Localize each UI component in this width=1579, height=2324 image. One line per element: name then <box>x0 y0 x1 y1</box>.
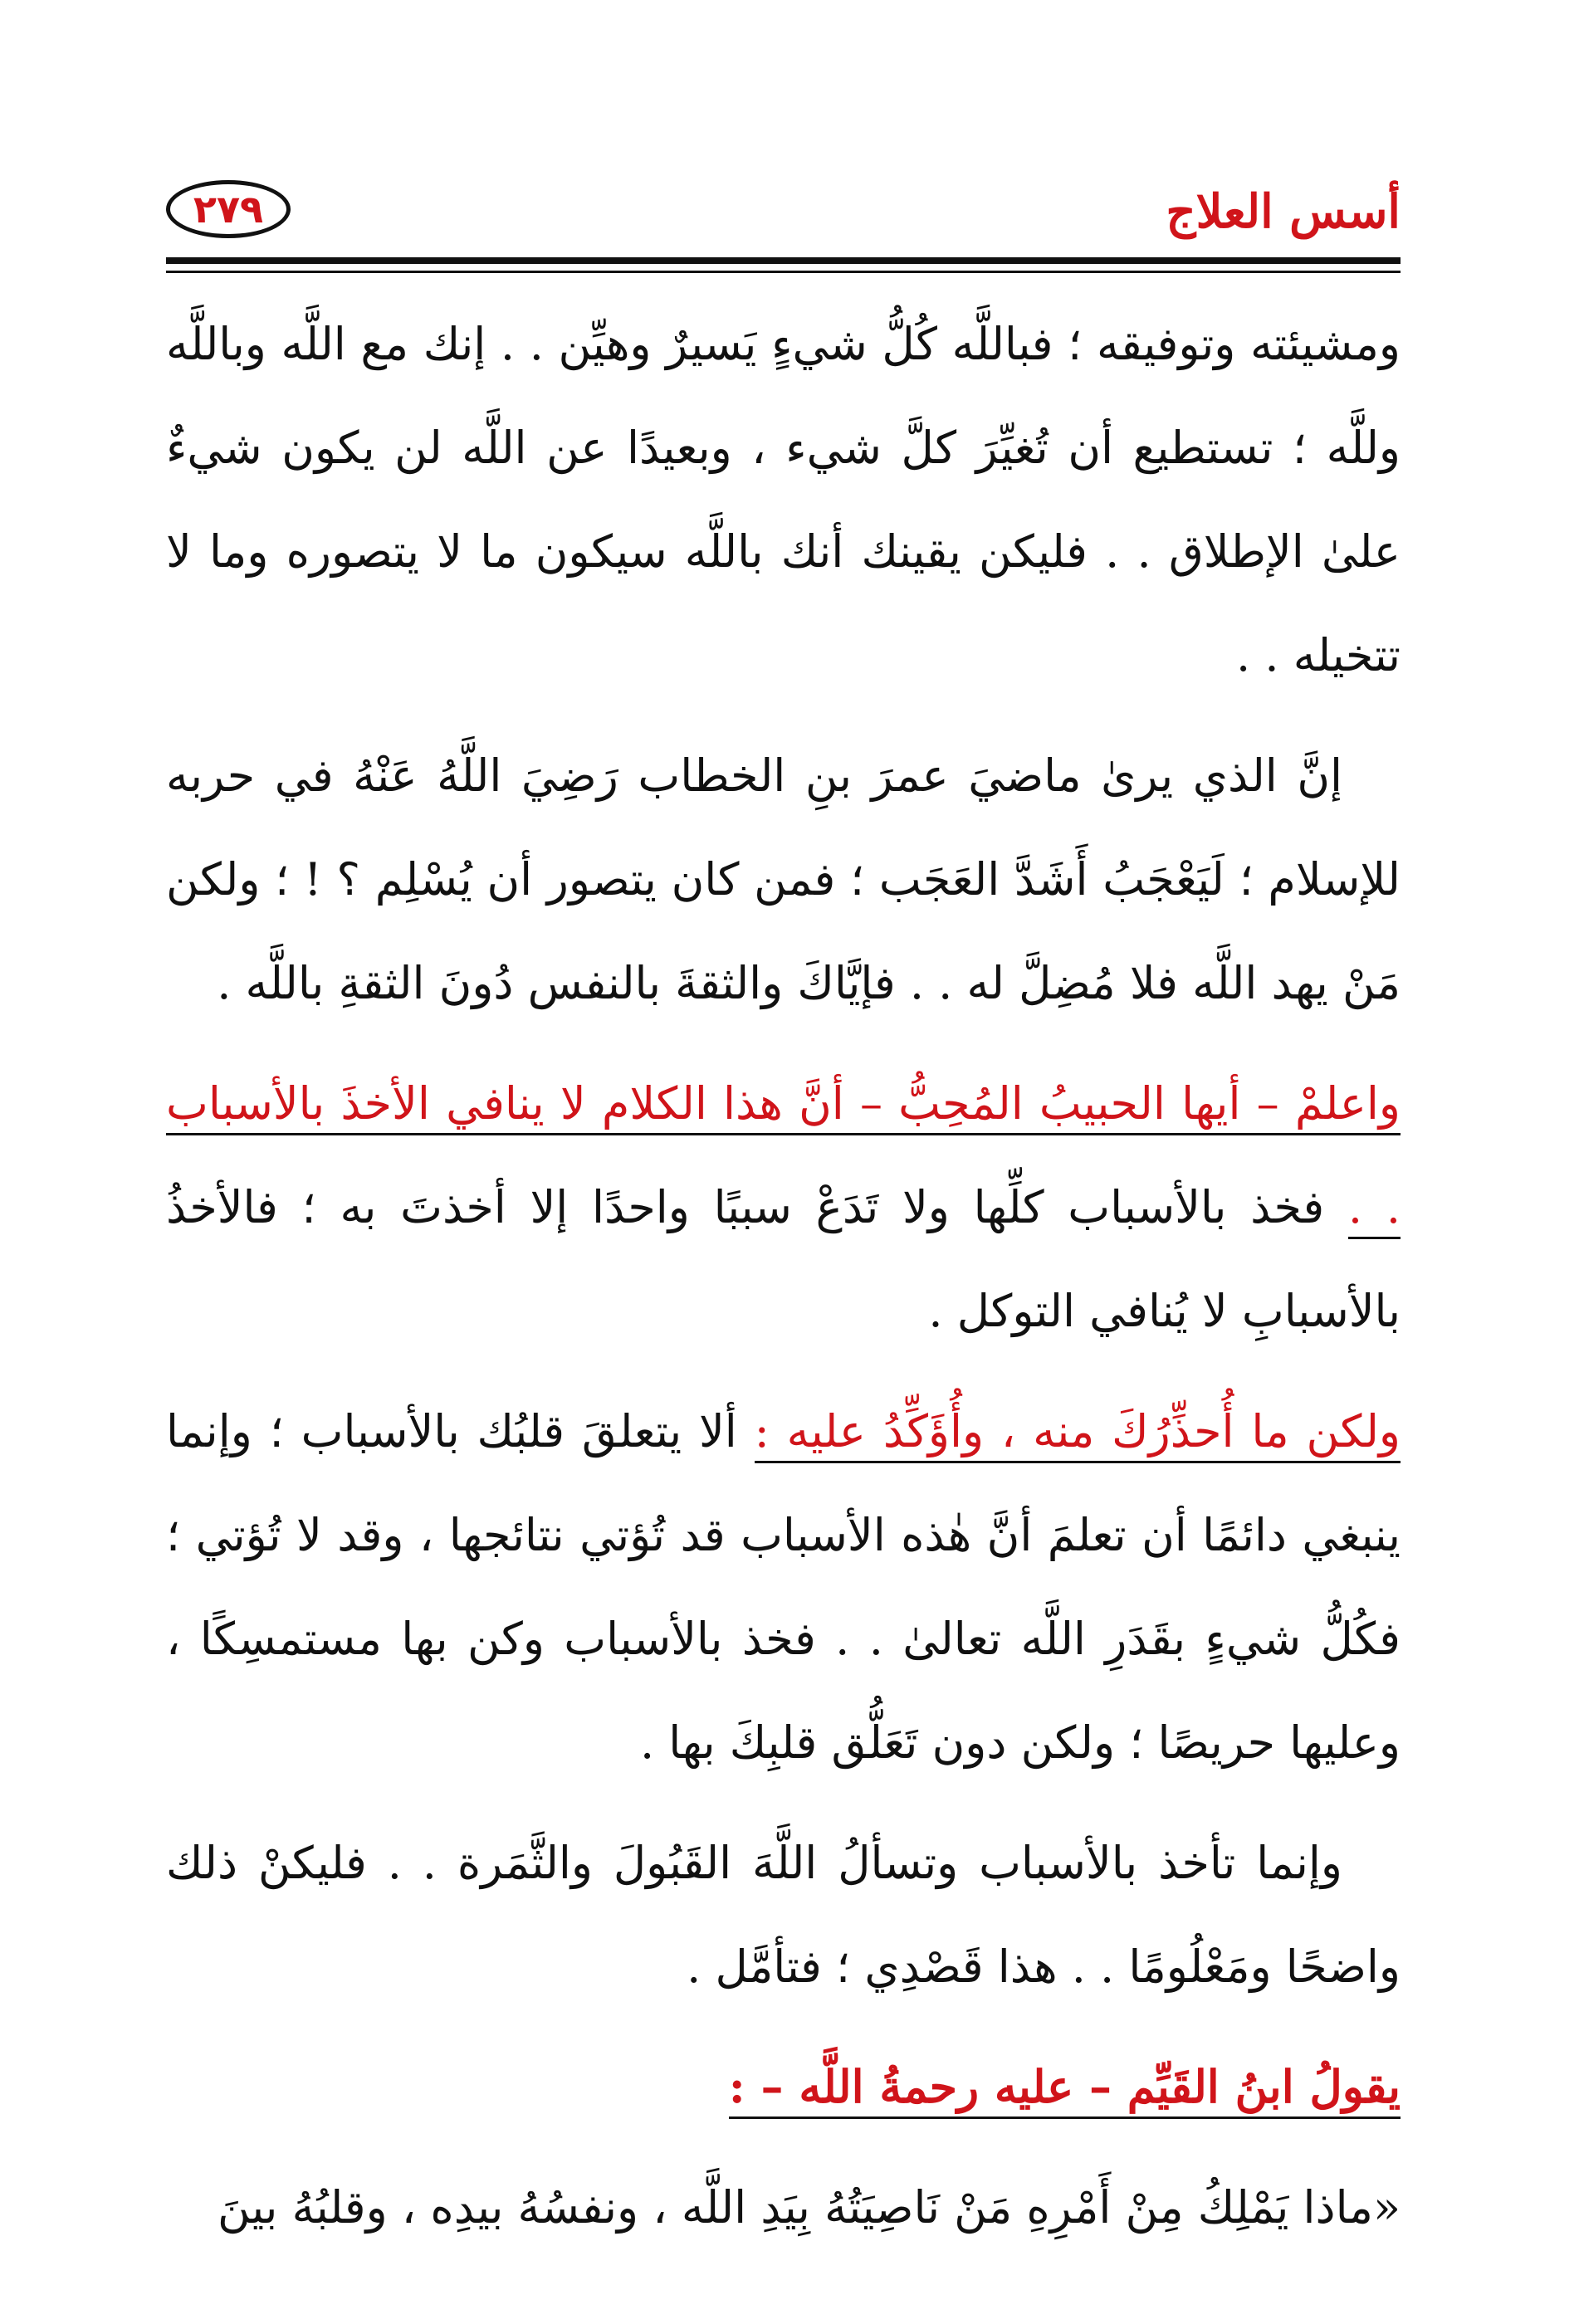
page-header <box>166 170 1401 257</box>
highlight-red-text: ولكن ما أُحذِّرُكَ منه ، وأُؤَكِّدُ عليه : <box>755 1405 1401 1463</box>
paragraph-6: «ماذا يَمْلِكُ مِنْ أَمْرِهِ مَنْ نَاصِيَتُهُ بِيَدِ اللَّه ، ونفسُهُ بيدِه ، وقلبُهُ بينَ <box>218 2181 1401 2234</box>
paragraph-1: ومشيئته وتوفيقه ؛ فباللَّه كُلُّ شيءٍ يَسيرٌ وهيِّن . . إنك مع اللَّه وباللَّه وللَّه ؛ تستطيع أن تُغيِّرَ كلَّ شيء ، وبعيدًا عن اللَّه لن يكون شيءٌ علىٰ الإطلاق . . فليكن يقينك أنك باللَّه سيكون ما لا يتصوره وما لا تتخيله . . <box>166 318 1401 681</box>
header-rule-thin <box>166 271 1401 273</box>
header-rule-thick <box>166 257 1401 264</box>
quote-heading-line <box>166 2035 1401 2139</box>
paragraph-3 <box>166 1052 1401 1363</box>
paragraph-5: وإنما تأخذ بالأسباب وتسألُ اللَّهَ القَبُولَ والثَّمَرة . . فليكنْ ذلك واضحًا ومَعْلُومًا . . هذا قَصْدِي ؛ فتأمَّل . <box>166 1837 1401 1993</box>
paragraph-4-text: ألا يتعلقَ قلبُك بالأسباب ؛ وإنما ينبغي دائمًا أن تعلمَ أنَّ هٰذه الأسباب قد تُؤتي نتائجها ، وقد لا تُؤتي ؛ فكُلُّ شيءٍ بقَدَرِ اللَّه تعالىٰ . . فخذ بالأسباب وكن بها مستمسِكًا ، وعليها حريصًا ؛ ولكن دون تَعَلُّق قلبِكَ بها . <box>166 1405 1401 1769</box>
paragraph-4 <box>166 1379 1401 1794</box>
paragraph-2: إنَّ الذي يرىٰ ماضيَ عمرَ بنِ الخطاب رَضِيَ اللَّهُ عَنْهُ في حربه للإسلام ؛ لَيَعْجَبُ أَشَدَّ العَجَب ؛ فمن كان يتصور أن يُسْلِم ؟ ! ؛ ولكن مَنْ يهد اللَّه فلا مُضِلَّ له . . فإيَّاكَ والثقةَ بالنفس دُونَ الثقةِ باللَّه . <box>166 749 1401 1009</box>
page-number-badge: ٢٧٩ <box>166 180 291 238</box>
page-body <box>166 292 1401 2276</box>
quote-heading: يقولُ ابنُ القَيِّم – عليه رحمةُ اللَّه – : <box>729 2060 1401 2119</box>
paragraph-3-text: فخذ بالأسباب كلِّها ولا تَدَعْ سببًا واحدًا إلا أخذتَ به ؛ فالأخذُ بالأسبابِ لا يُنافي التوكل . <box>166 1181 1401 1337</box>
highlight-red-text: واعلمْ – أيها الحبيبُ المُحِبُّ – أنَّ هذا الكلام لا ينافي الأخذَ بالأسباب . . <box>166 1077 1401 1239</box>
chapter-title: أسس العلاج <box>1166 184 1401 239</box>
